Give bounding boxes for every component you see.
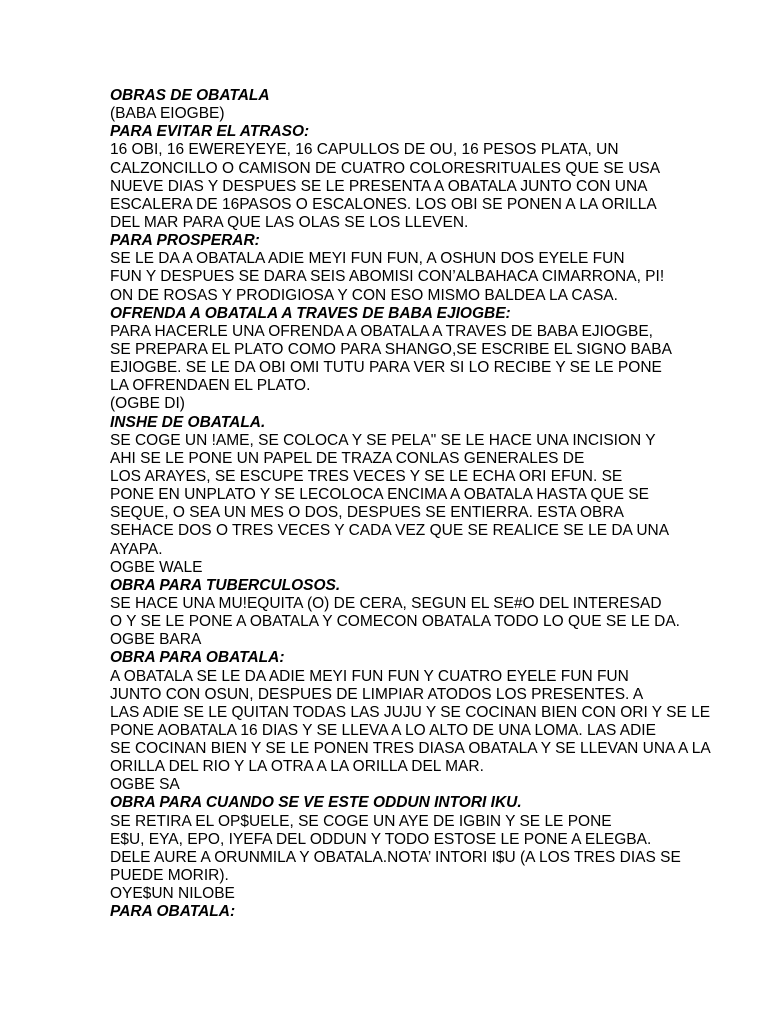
text-line: 16 OBI, 16 EWEREYEYE, 16 CAPULLOS DE OU, 16 PESOS PLATA, UN: [110, 141, 619, 159]
text-line: PUEDE MORIR).: [110, 867, 229, 885]
text-line: CALZONCILLO O CAMISON DE CUATRO COLORESRITUALES QUE SE USA: [110, 159, 661, 177]
text-line: LAS ADIE SE LE QUITAN TODAS LAS JUJU Y SE COCINAN BIEN CON ORI Y SE LE: [110, 703, 711, 721]
text-line: AHI SE LE PONE UN PAPEL DE TRAZA CONLAS GENERALES DE: [110, 449, 585, 467]
text-line: JUNTO CON OSUN, DESPUES DE LIMPIAR ATODOS LOS PRESENTES. A: [110, 685, 644, 703]
text-line: OBRA PARA CUANDO SE VE ESTE ODDUN INTORI IKU.: [110, 794, 522, 812]
text-line: FUN Y DESPUES SE DARA SEIS ABOMISI CON’ALBAHACA CIMARRONA, PI!: [110, 268, 665, 286]
text-line: SE LE DA A OBATALA ADIE MEYI FUN FUN, A OSHUN DOS EYELE FUN: [110, 250, 625, 268]
text-line: SE COGE UN !AME, SE COLOCA Y SE PELA" SE LE HACE UNA INCISION Y: [110, 431, 656, 449]
text-line: PARA OBATALA:: [110, 903, 236, 921]
text-line: INSHE DE OBATALA.: [110, 413, 266, 431]
text-line: SEQUE, O SEA UN MES O DOS, DESPUES SE ENTIERRA. ESTA OBRA: [110, 504, 624, 522]
text-line: DEL MAR PARA QUE LAS OLAS SE LOS LLEVEN.: [110, 213, 469, 231]
text-line: OFRENDA A OBATALA A TRAVES DE BABA EJIOGBE:: [110, 304, 511, 322]
text-line: NUEVE DIAS Y DESPUES SE LE PRESENTA A OBATALA JUNTO CON UNA: [110, 177, 648, 195]
text-line: EJIOGBE. SE LE DA OBI OMI TUTU PARA VER SI LO RECIBE Y SE LE PONE: [110, 359, 662, 377]
text-line: OYE$UN NILOBE: [110, 885, 235, 903]
text-line: SEHACE DOS O TRES VECES Y CADA VEZ QUE SE REALICE SE LE DA UNA: [110, 522, 670, 540]
text-line: PONE EN UNPLATO Y SE LECOLOCA ENCIMA A OBATALA HASTA QUE SE: [110, 486, 649, 504]
text-line: OBRA PARA OBATALA:: [110, 649, 285, 667]
text-line: PARA PROSPERAR:: [110, 232, 260, 250]
text-line: A OBATALA SE LE DA ADIE MEYI FUN FUN Y CUATRO EYELE FUN FUN: [110, 667, 629, 685]
text-line: (OGBE DI): [110, 395, 185, 413]
text-line: OBRA PARA TUBERCULOSOS.: [110, 576, 341, 594]
text-line: SE COCINAN BIEN Y SE LE PONEN TRES DIASA OBATALA Y SE LLEVAN UNA A LA: [110, 740, 711, 758]
text-line: E$U, EYA, EPO, IYEFA DEL ODDUN Y TODO ESTOSE LE PONE A ELEGBA.: [110, 830, 652, 848]
text-line: O Y SE LE PONE A OBATALA Y COMECON OBATALA TODO LO QUE SE LE DA.: [110, 613, 680, 631]
text-line: SE RETIRA EL OP$UELE, SE COGE UN AYE DE IGBIN Y SE LE PONE: [110, 812, 612, 830]
text-line: PARA EVITAR EL ATRASO:: [110, 123, 310, 141]
text-line: PONE AOBATALA 16 DIAS Y SE LLEVA A LO ALTO DE UNA LOMA. LAS ADIE: [110, 721, 656, 739]
text-line: PARA HACERLE UNA OFRENDA A OBATALA A TRAVES DE BABA EJIOGBE,: [110, 322, 653, 340]
text-line: OGBE SA: [110, 776, 180, 794]
text-line: ORILLA DEL RIO Y LA OTRA A LA ORILLA DEL MAR.: [110, 758, 484, 776]
text-line: ESCALERA DE 16PASOS O ESCALONES. LOS OBI SE PONEN A LA ORILLA: [110, 195, 657, 213]
text-line: DELE AURE A ORUNMILA Y OBATALA.NOTA’ INTORI I$U (A LOS TRES DIAS SE: [110, 848, 681, 866]
document-text: [110, 87, 720, 921]
text-line: OGBE WALE: [110, 558, 203, 576]
text-line: OGBE BARA: [110, 631, 202, 649]
text-line: AYAPA.: [110, 540, 163, 558]
text-line: LOS ARAYES, SE ESCUPE TRES VECES Y SE LE ECHA ORI EFUN. SE: [110, 467, 623, 485]
text-line: SE HACE UNA MU!EQUITA (O) DE CERA, SEGUN EL SE#O DEL INTERESAD: [110, 594, 662, 612]
text-line: OBRAS DE OBATALA: [110, 87, 270, 104]
text-line: LA OFRENDAEN EL PLATO.: [110, 377, 311, 395]
text-line: (BABA EIOGBE): [110, 105, 225, 123]
text-line: ON DE ROSAS Y PRODIGIOSA Y CON ESO MISMO BALDEA LA CASA.: [110, 286, 618, 304]
text-line: SE PREPARA EL PLATO COMO PARA SHANGO,SE ESCRIBE EL SIGNO BABA: [110, 340, 672, 358]
